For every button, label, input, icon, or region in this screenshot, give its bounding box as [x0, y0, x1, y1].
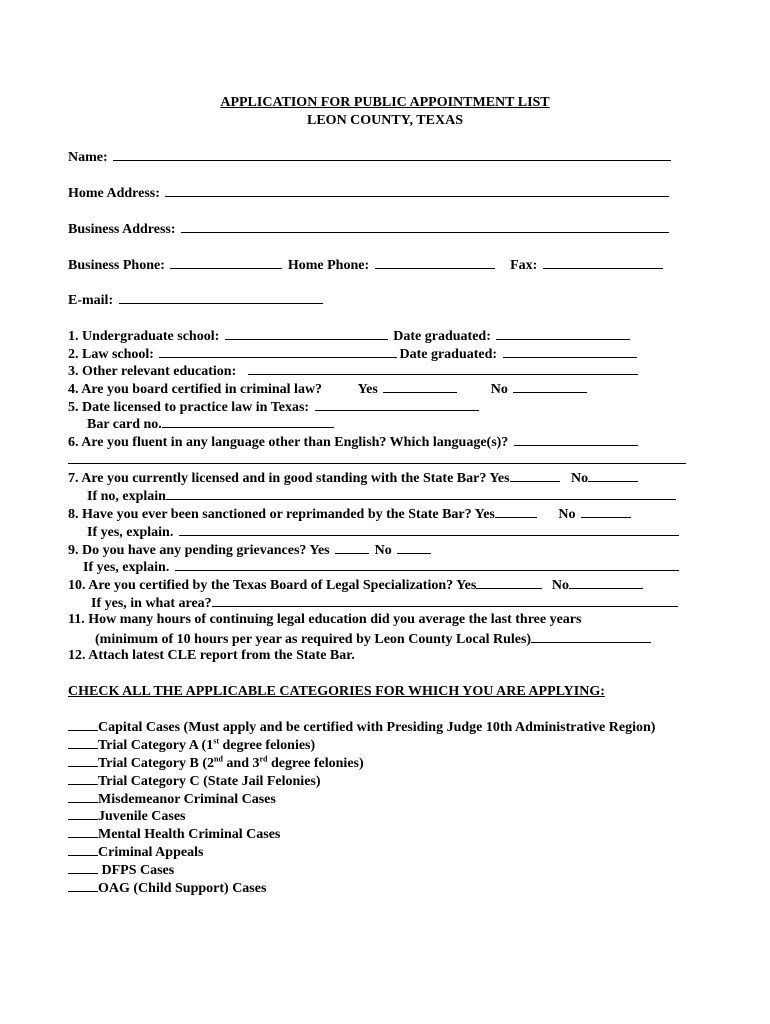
home-address-row: [68, 183, 671, 202]
q11-label: 11. How many hours of continuing legal education did you average the last three years: [68, 612, 582, 627]
q8-label: 8. Have you ever been sanctioned or reprimanded by the State Bar? Yes: [68, 507, 495, 522]
trial-b-sup1: nd: [214, 754, 223, 764]
dfps-checkbox[interactable]: [68, 861, 98, 874]
q7-label: 7. Are you currently licensed and in good standing with the State Bar? Yes: [68, 471, 510, 486]
business-phone-field[interactable]: [170, 255, 282, 269]
language-field[interactable]: [514, 432, 638, 446]
q4-no-label: No: [490, 382, 508, 397]
q10-yes-field[interactable]: [476, 575, 542, 589]
business-address-field[interactable]: [181, 219, 669, 233]
home-address-field[interactable]: [165, 183, 669, 197]
q8-no-label: No: [558, 507, 576, 522]
home-phone-field[interactable]: [375, 255, 495, 269]
q4-yes-field[interactable]: [383, 379, 457, 393]
bar-card-field[interactable]: [162, 414, 334, 428]
oag-checkbox[interactable]: [68, 879, 98, 892]
trial-b-checkbox[interactable]: [68, 754, 98, 767]
misdemeanor-checkbox[interactable]: [68, 790, 98, 803]
q2-date-label: Date graduated:: [399, 347, 498, 362]
criminal-appeals-label: Criminal Appeals: [98, 845, 204, 860]
name-row: [68, 147, 673, 166]
category-oag: [68, 879, 266, 897]
q6-label: 6. Are you fluent in any language other than English? Which language(s)?: [68, 435, 509, 450]
trial-c-label: Trial Category C (State Jail Felonies): [98, 774, 321, 789]
question-1: [68, 326, 632, 345]
undergrad-date-field[interactable]: [496, 326, 630, 340]
q8-explain-field[interactable]: [179, 522, 679, 536]
trial-b-sup2: rd: [259, 754, 268, 764]
home-phone-label: Home Phone:: [287, 258, 370, 273]
fax-field[interactable]: [543, 255, 663, 269]
email-field[interactable]: [119, 290, 323, 304]
mental-health-label: Mental Health Criminal Cases: [98, 827, 281, 842]
q9-explain-label: If yes, explain.: [83, 560, 170, 575]
business-address-label: Business Address:: [68, 222, 176, 237]
q12-label: 12. Attach latest CLE report from the State Bar.: [68, 648, 355, 663]
q7-explain-field[interactable]: [166, 486, 676, 500]
oag-label: OAG (Child Support) Cases: [98, 881, 267, 896]
q10-explain-row: [91, 593, 680, 612]
home-address-label: Home Address:: [68, 186, 160, 201]
name-label: Name:: [68, 150, 108, 165]
trial-b-text: Trial Category B (2: [98, 756, 214, 771]
business-address-row: [68, 219, 671, 238]
q8-yes-field[interactable]: [495, 504, 537, 518]
q1-date-label: Date graduated:: [393, 329, 491, 344]
trial-b-text-mid: and 3: [222, 756, 260, 771]
question-11-cont: [95, 629, 653, 648]
law-school-date-field[interactable]: [503, 344, 637, 358]
category-misdemeanor: [68, 790, 276, 808]
question-3: [68, 361, 640, 380]
q4-yes-label: Yes: [357, 382, 378, 397]
category-capital: [68, 718, 655, 736]
q1-label: 1. Undergraduate school:: [68, 329, 220, 344]
dfps-label: DFPS Cases: [98, 863, 175, 878]
trial-a-text: Trial Category A (1: [98, 738, 214, 753]
undergrad-school-field[interactable]: [225, 326, 388, 340]
q7-explain-label: If no, explain: [87, 489, 166, 504]
criminal-appeals-checkbox[interactable]: [68, 843, 98, 856]
capital-label: Capital Cases (Must apply and be certified with Presiding Judge 10th Administrative Region): [98, 720, 656, 735]
juvenile-checkbox[interactable]: [68, 807, 98, 820]
question-10: [68, 575, 645, 594]
bar-card-row: [87, 414, 336, 433]
date-licensed-field[interactable]: [315, 397, 479, 411]
category-mental-health: [68, 825, 280, 843]
q7-no-label: No: [571, 471, 589, 486]
q9-explain-row: [83, 557, 681, 576]
cle-hours-field[interactable]: [531, 629, 651, 643]
category-dfps: [68, 861, 174, 879]
category-trial-c: [68, 772, 321, 790]
q4-label: 4. Are you board certified in criminal law?: [68, 382, 323, 397]
q9-label: 9. Do you have any pending grievances? Yes: [68, 543, 330, 558]
email-label: E-mail:: [68, 293, 114, 308]
bar-card-label: Bar card no.: [87, 417, 162, 432]
q10-label: 10. Are you certified by the Texas Board of Legal Specialization? Yes: [68, 578, 477, 593]
q7-no-field[interactable]: [588, 468, 638, 482]
question-8: [68, 504, 633, 523]
trial-b-label: [98, 756, 364, 771]
question-4: [68, 379, 589, 398]
q11-label-cont: (minimum of 10 hours per year as required by Leon County Local Rules): [95, 632, 532, 647]
q9-explain-field[interactable]: [175, 557, 679, 571]
trial-b-text-end: degree felonies): [267, 756, 364, 771]
q10-explain-field[interactable]: [212, 593, 678, 607]
category-trial-a: [68, 736, 315, 754]
category-trial-b: [68, 754, 364, 772]
q2-label: 2. Law school:: [68, 347, 154, 362]
trial-a-label: [98, 738, 315, 753]
business-phone-label: Business Phone:: [68, 258, 165, 273]
form-subtitle: LEON COUNTY, TEXAS: [307, 113, 463, 128]
q7-explain-row: [87, 486, 678, 505]
juvenile-label: Juvenile Cases: [98, 809, 186, 824]
form-title: APPLICATION FOR PUBLIC APPOINTMENT LIST: [220, 95, 550, 110]
q7-yes-field[interactable]: [510, 468, 560, 482]
q10-no-label: No: [551, 578, 569, 593]
q9-no-field[interactable]: [397, 540, 431, 554]
other-education-field[interactable]: [248, 361, 638, 375]
capital-checkbox[interactable]: [68, 718, 98, 731]
q8-no-field[interactable]: [581, 504, 631, 518]
phone-row: [68, 255, 665, 274]
trial-a-sup: st: [213, 736, 220, 746]
q5-label: 5. Date licensed to practice law in Texas:: [68, 400, 310, 415]
categories-heading: CHECK ALL THE APPLICABLE CATEGORIES FOR WHICH YOU ARE APPLYING:: [68, 684, 605, 699]
trial-a-text-end: degree felonies): [219, 738, 316, 753]
fax-label: Fax:: [510, 258, 538, 273]
mental-health-checkbox[interactable]: [68, 825, 98, 838]
trial-a-checkbox[interactable]: [68, 736, 98, 749]
question-7: [68, 468, 640, 487]
question-11: [68, 611, 581, 628]
question-12: [68, 647, 355, 664]
q10-explain-label: If yes, in what area?: [91, 596, 212, 611]
trial-c-checkbox[interactable]: [68, 772, 98, 785]
category-criminal-appeals: [68, 843, 203, 861]
q9-yes-field[interactable]: [335, 540, 369, 554]
email-row: [68, 290, 325, 309]
name-field[interactable]: [113, 147, 671, 161]
law-school-field[interactable]: [159, 344, 397, 358]
category-juvenile: [68, 807, 186, 825]
misdemeanor-label: Misdemeanor Criminal Cases: [98, 792, 276, 807]
q10-no-field[interactable]: [569, 575, 643, 589]
language-field-line-2[interactable]: [68, 463, 686, 464]
q3-label: 3. Other relevant education:: [68, 364, 237, 379]
q8-explain-label: If yes, explain.: [87, 525, 174, 540]
q8-explain-row: [87, 522, 681, 541]
question-6: [68, 432, 640, 451]
q4-no-field[interactable]: [513, 379, 587, 393]
q9-no-label: No: [374, 543, 392, 558]
